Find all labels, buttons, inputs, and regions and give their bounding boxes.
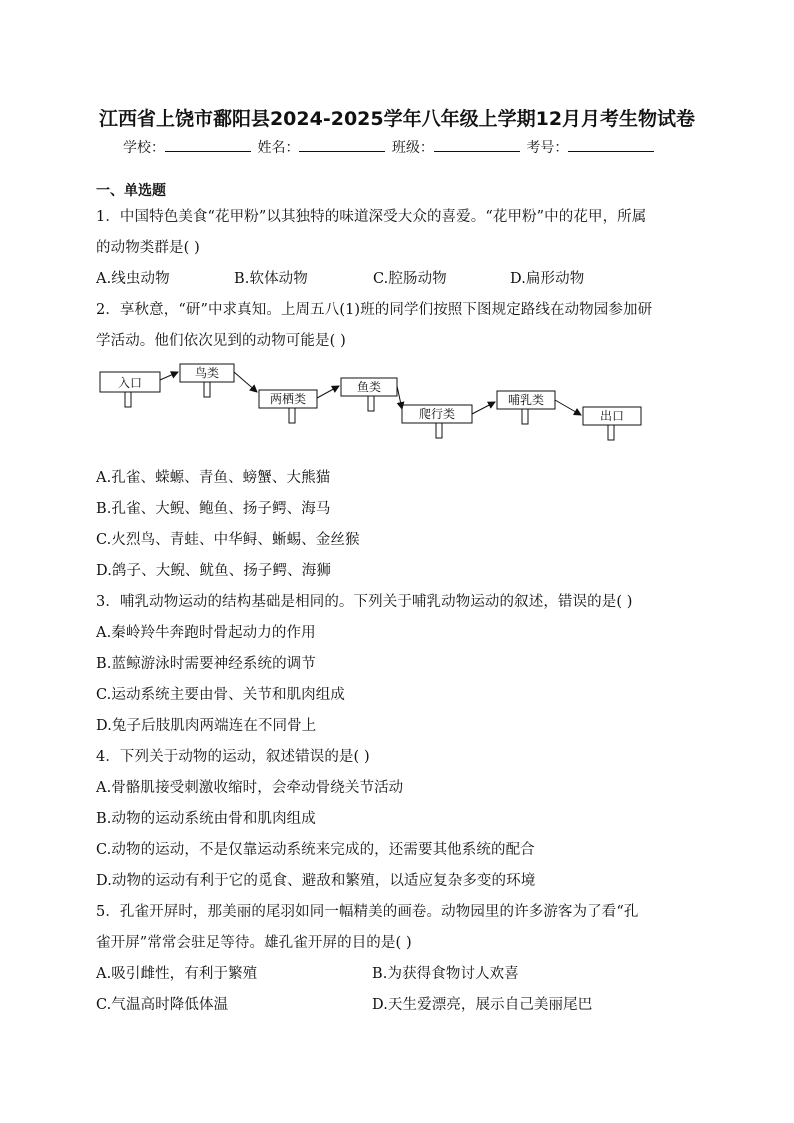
section-title: 一、单选题 bbox=[96, 183, 166, 199]
zoo-route-diagram bbox=[96, 360, 656, 450]
class-blank bbox=[434, 139, 520, 152]
route-label-fish: 鱼类 bbox=[356, 380, 382, 394]
question-5-stem-line-2: 雀开屏”常常会驻足等待。雄孔雀开屏的目的是( ) bbox=[96, 935, 412, 951]
route-label-amphibians: 两栖类 bbox=[269, 392, 307, 406]
name-label: 姓名： bbox=[257, 140, 300, 156]
school-blank bbox=[165, 139, 251, 152]
question-3-option-a: A.秦岭羚牛奔跑时骨起动力的作用 bbox=[96, 625, 316, 641]
question-5-option-c: C.气温高时降低体温 bbox=[96, 997, 229, 1013]
question-2-option-c: C.火烈鸟、青蛙、中华鲟、蜥蜴、金丝猴 bbox=[96, 532, 360, 548]
student-info-row bbox=[123, 137, 656, 157]
question-5-option-b: B.为获得食物讨人欢喜 bbox=[372, 966, 519, 982]
question-3-option-c: C.运动系统主要由骨、关节和肌肉组成 bbox=[96, 687, 345, 703]
question-5-option-d: D.天生爱漂亮，展示自己美丽尾巴 bbox=[372, 997, 593, 1013]
route-label-reptiles: 爬行类 bbox=[418, 407, 456, 421]
question-1-option-c: C.腔肠动物 bbox=[373, 271, 447, 287]
route-label-exit: 出口 bbox=[599, 409, 625, 423]
question-4-option-c: C.动物的运动，不是仅靠运动系统来完成的，还需要其他系统的配合 bbox=[96, 842, 535, 858]
class-label: 班级： bbox=[391, 140, 434, 156]
question-2-option-b: B.孔雀、大鲵、鲍鱼、扬子鳄、海马 bbox=[96, 501, 331, 517]
question-1-options bbox=[96, 267, 696, 287]
question-5-options-row-1 bbox=[96, 962, 696, 982]
question-1-stem-line-1: 1．中国特色美食“花甲粉”以其独特的味道深受大众的喜爱。“花甲粉”中的花甲，所属 bbox=[96, 209, 647, 225]
number-label: 考号： bbox=[526, 140, 569, 156]
school-label: 学校： bbox=[123, 140, 165, 156]
question-2-stem-line-1: 2．享秋意，“研”中求真知。上周五八(1)班的同学们按照下图规定路线在动物园参加研 bbox=[96, 302, 653, 318]
question-5-options-row-2 bbox=[96, 993, 696, 1013]
question-2-stem-line-2: 学活动。他们依次见到的动物可能是( ) bbox=[96, 333, 346, 349]
question-1-option-b: B.软体动物 bbox=[234, 271, 308, 287]
question-4-option-b: B.动物的运动系统由骨和肌肉组成 bbox=[96, 811, 316, 827]
question-3-option-b: B.蓝鲸游泳时需要神经系统的调节 bbox=[96, 656, 316, 672]
question-1-option-a: A.线虫动物 bbox=[96, 271, 170, 287]
question-5-option-a: A.吸引雌性，有利于繁殖 bbox=[96, 966, 258, 982]
route-label-birds: 鸟类 bbox=[194, 366, 220, 380]
question-1-stem-line-2: 的动物类群是( ) bbox=[96, 240, 200, 256]
question-4-option-a: A.骨骼肌接受刺激收缩时，会牵动骨绕关节活动 bbox=[96, 780, 404, 796]
name-blank bbox=[299, 139, 385, 152]
question-2-option-d: D.鸽子、大鲵、鱿鱼、扬子鳄、海狮 bbox=[96, 563, 331, 579]
route-label-entrance: 入口 bbox=[117, 376, 143, 390]
question-4-stem: 4．下列关于动物的运动，叙述错误的是( ) bbox=[96, 749, 370, 765]
question-5-stem-line-1: 5．孔雀开屏时，那美丽的尾羽如同一幅精美的画卷。动物园里的许多游客为了看“孔 bbox=[96, 904, 639, 920]
exam-title: 江西省上饶市鄱阳县2024-2025学年八年级上学期12月月考生物试卷 bbox=[98, 108, 696, 130]
question-4-option-d: D.动物的运动有利于它的觅食、避敌和繁殖，以适应复杂多变的环境 bbox=[96, 873, 536, 889]
number-blank bbox=[568, 139, 654, 152]
question-1-option-d: D.扁形动物 bbox=[510, 271, 585, 287]
question-2-option-a: A.孔雀、蝾螈、青鱼、螃蟹、大熊猫 bbox=[96, 470, 331, 486]
question-3-option-d: D.兔子后肢肌肉两端连在不同骨上 bbox=[96, 718, 317, 734]
question-3-stem: 3．哺乳动物运动的结构基础是相同的。下列关于哺乳动物运动的叙述，错误的是( ) bbox=[96, 594, 633, 610]
route-label-mammals: 哺乳类 bbox=[507, 393, 545, 407]
